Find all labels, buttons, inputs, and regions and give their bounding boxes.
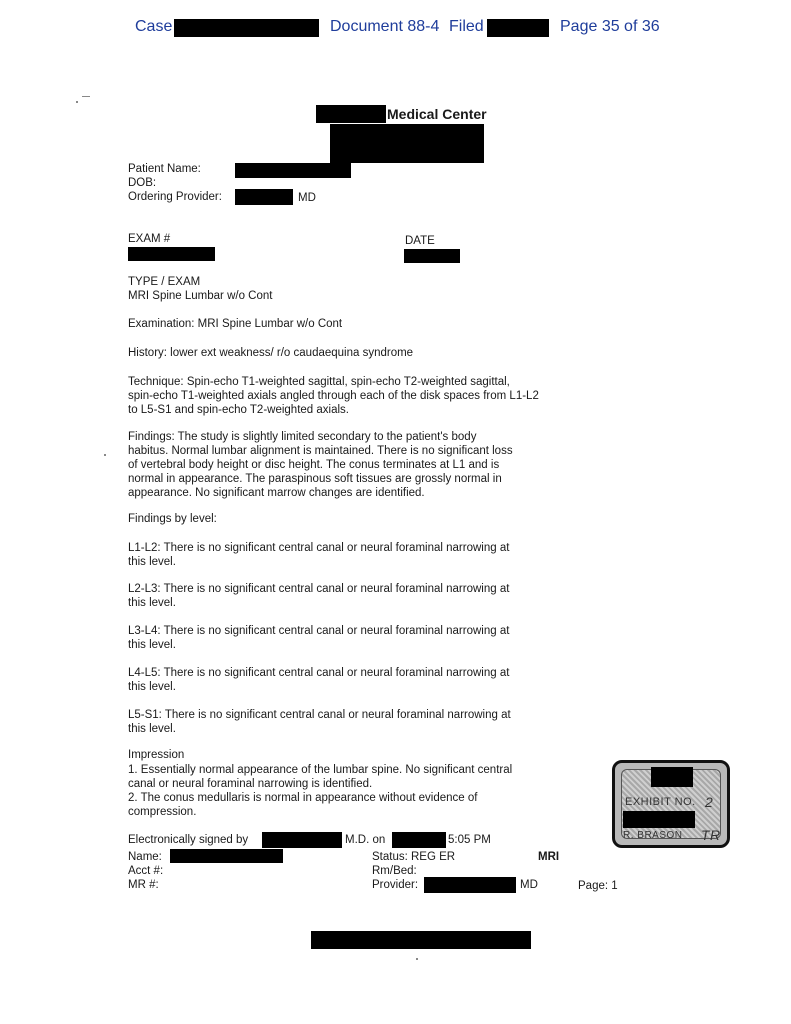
level-l1-l2 — [128, 541, 588, 569]
redaction-case-number — [174, 19, 319, 37]
name-label: Name: — [128, 851, 162, 863]
date-label: DATE — [405, 235, 435, 247]
reporter-initials: TR — [701, 827, 721, 843]
facility-name: Medical Center — [387, 106, 487, 122]
scan-speck — [82, 96, 90, 97]
redaction-stamp-top — [651, 767, 693, 787]
page-label: Page 35 of 36 — [560, 18, 660, 35]
level-line: L5-S1: There is no significant central canal or neural foraminal narrowing at — [128, 709, 511, 721]
level-line: this level. — [128, 681, 176, 693]
impression-line: canal or neural foraminal narrowing is identified. — [128, 778, 373, 790]
md-on-label: M.D. on — [345, 834, 386, 846]
rm-bed-label: Rm/Bed: — [372, 865, 417, 877]
findings-by-level-label: Findings by level: — [128, 513, 217, 525]
scan-speck — [76, 101, 78, 103]
level-line: this level. — [128, 597, 176, 609]
redaction-signer — [262, 832, 342, 848]
filed-label: Filed — [449, 18, 484, 35]
level-l3-l4 — [128, 624, 588, 652]
redaction-patient-name — [235, 163, 351, 178]
status-text: Status: REG ER — [372, 851, 456, 863]
redaction-exam-number — [128, 247, 215, 261]
redaction-ordering-provider — [235, 189, 293, 205]
redaction-sign-date — [392, 832, 446, 848]
impression-line: 2. The conus medullaris is normal in appearance without evidence of — [128, 792, 478, 804]
history-line: History: lower ext weakness/ r/o caudaequina syndrome — [128, 347, 414, 359]
exam-type-value: MRI Spine Lumbar w/o Cont — [128, 290, 273, 302]
patient-name-label: Patient Name: — [128, 163, 201, 175]
findings-line: normal in appearance. The paraspinous soft tissues are grossly normal in — [128, 473, 502, 485]
scan-speck — [416, 958, 418, 960]
findings-line: habitus. Normal lumbar alignment is maintained. There is no significant loss — [128, 445, 513, 457]
ordering-provider-suffix: MD — [298, 192, 316, 204]
mri-tag: MRI — [538, 851, 560, 863]
redaction-exam-date — [404, 249, 460, 263]
impression-line: 1. Essentially normal appearance of the lumbar spine. No significant central — [128, 764, 513, 776]
redaction-name — [170, 849, 283, 863]
technique-paragraph — [128, 375, 588, 417]
exhibit-stamp — [612, 760, 730, 848]
exhibit-label: EXHIBIT NO. — [625, 796, 696, 808]
impression-paragraph — [128, 763, 588, 819]
page-number: Page: 1 — [578, 880, 618, 892]
exhibit-number: 2 — [705, 794, 714, 810]
case-label: Case — [135, 18, 173, 35]
acct-label: Acct #: — [128, 865, 164, 877]
findings-line: of vertebral body height or disc height. The conus terminates at L1 and is — [128, 459, 500, 471]
signed-by-label: Electronically signed by — [128, 834, 249, 846]
level-l2-l3 — [128, 582, 588, 610]
level-line: this level. — [128, 556, 176, 568]
exam-type-label: TYPE / EXAM — [128, 276, 201, 288]
impression-line: compression. — [128, 806, 197, 818]
findings-paragraph — [128, 430, 588, 500]
redaction-footer — [311, 931, 531, 949]
technique-line: Technique: Spin-echo T1-weighted sagittal, spin-echo T2-weighted sagittal, — [128, 376, 510, 388]
redaction-stamp-date — [623, 811, 695, 828]
provider-label: Provider: — [372, 879, 419, 891]
impression-label: Impression — [128, 749, 185, 761]
findings-line: appearance. No significant marrow changes are identified. — [128, 487, 425, 499]
exam-number-label: EXAM # — [128, 233, 171, 245]
level-line: this level. — [128, 639, 176, 651]
technique-line: spin-echo T1-weighted axials angled through each of the disk spaces from L1-L2 — [128, 390, 539, 402]
redaction-provider — [424, 877, 516, 893]
reporter-name: R. BRASON — [623, 830, 683, 841]
level-l4-l5 — [128, 666, 588, 694]
mr-label: MR #: — [128, 879, 159, 891]
level-line: this level. — [128, 723, 176, 735]
level-line: L3-L4: There is no significant central canal or neural foraminal narrowing at — [128, 625, 510, 637]
redaction-facility-address — [330, 124, 484, 163]
findings-line: Findings: The study is slightly limited secondary to the patient's body — [128, 431, 477, 443]
scan-speck — [104, 454, 106, 456]
document-label: Document 88-4 — [330, 18, 440, 35]
level-line: L1-L2: There is no significant central canal or neural foraminal narrowing at — [128, 542, 510, 554]
sign-time: 5:05 PM — [448, 834, 491, 846]
level-l5-s1 — [128, 708, 588, 736]
examination-line: Examination: MRI Spine Lumbar w/o Cont — [128, 318, 343, 330]
redaction-facility-name — [316, 105, 386, 123]
provider-suffix: MD — [520, 879, 538, 891]
dob-label: DOB: — [128, 177, 157, 189]
ordering-provider-label: Ordering Provider: — [128, 191, 222, 203]
technique-line: to L5-S1 and spin-echo T2-weighted axials. — [128, 404, 349, 416]
redaction-filed-date — [487, 19, 549, 37]
level-line: L2-L3: There is no significant central canal or neural foraminal narrowing at — [128, 583, 510, 595]
level-line: L4-L5: There is no significant central canal or neural foraminal narrowing at — [128, 667, 510, 679]
